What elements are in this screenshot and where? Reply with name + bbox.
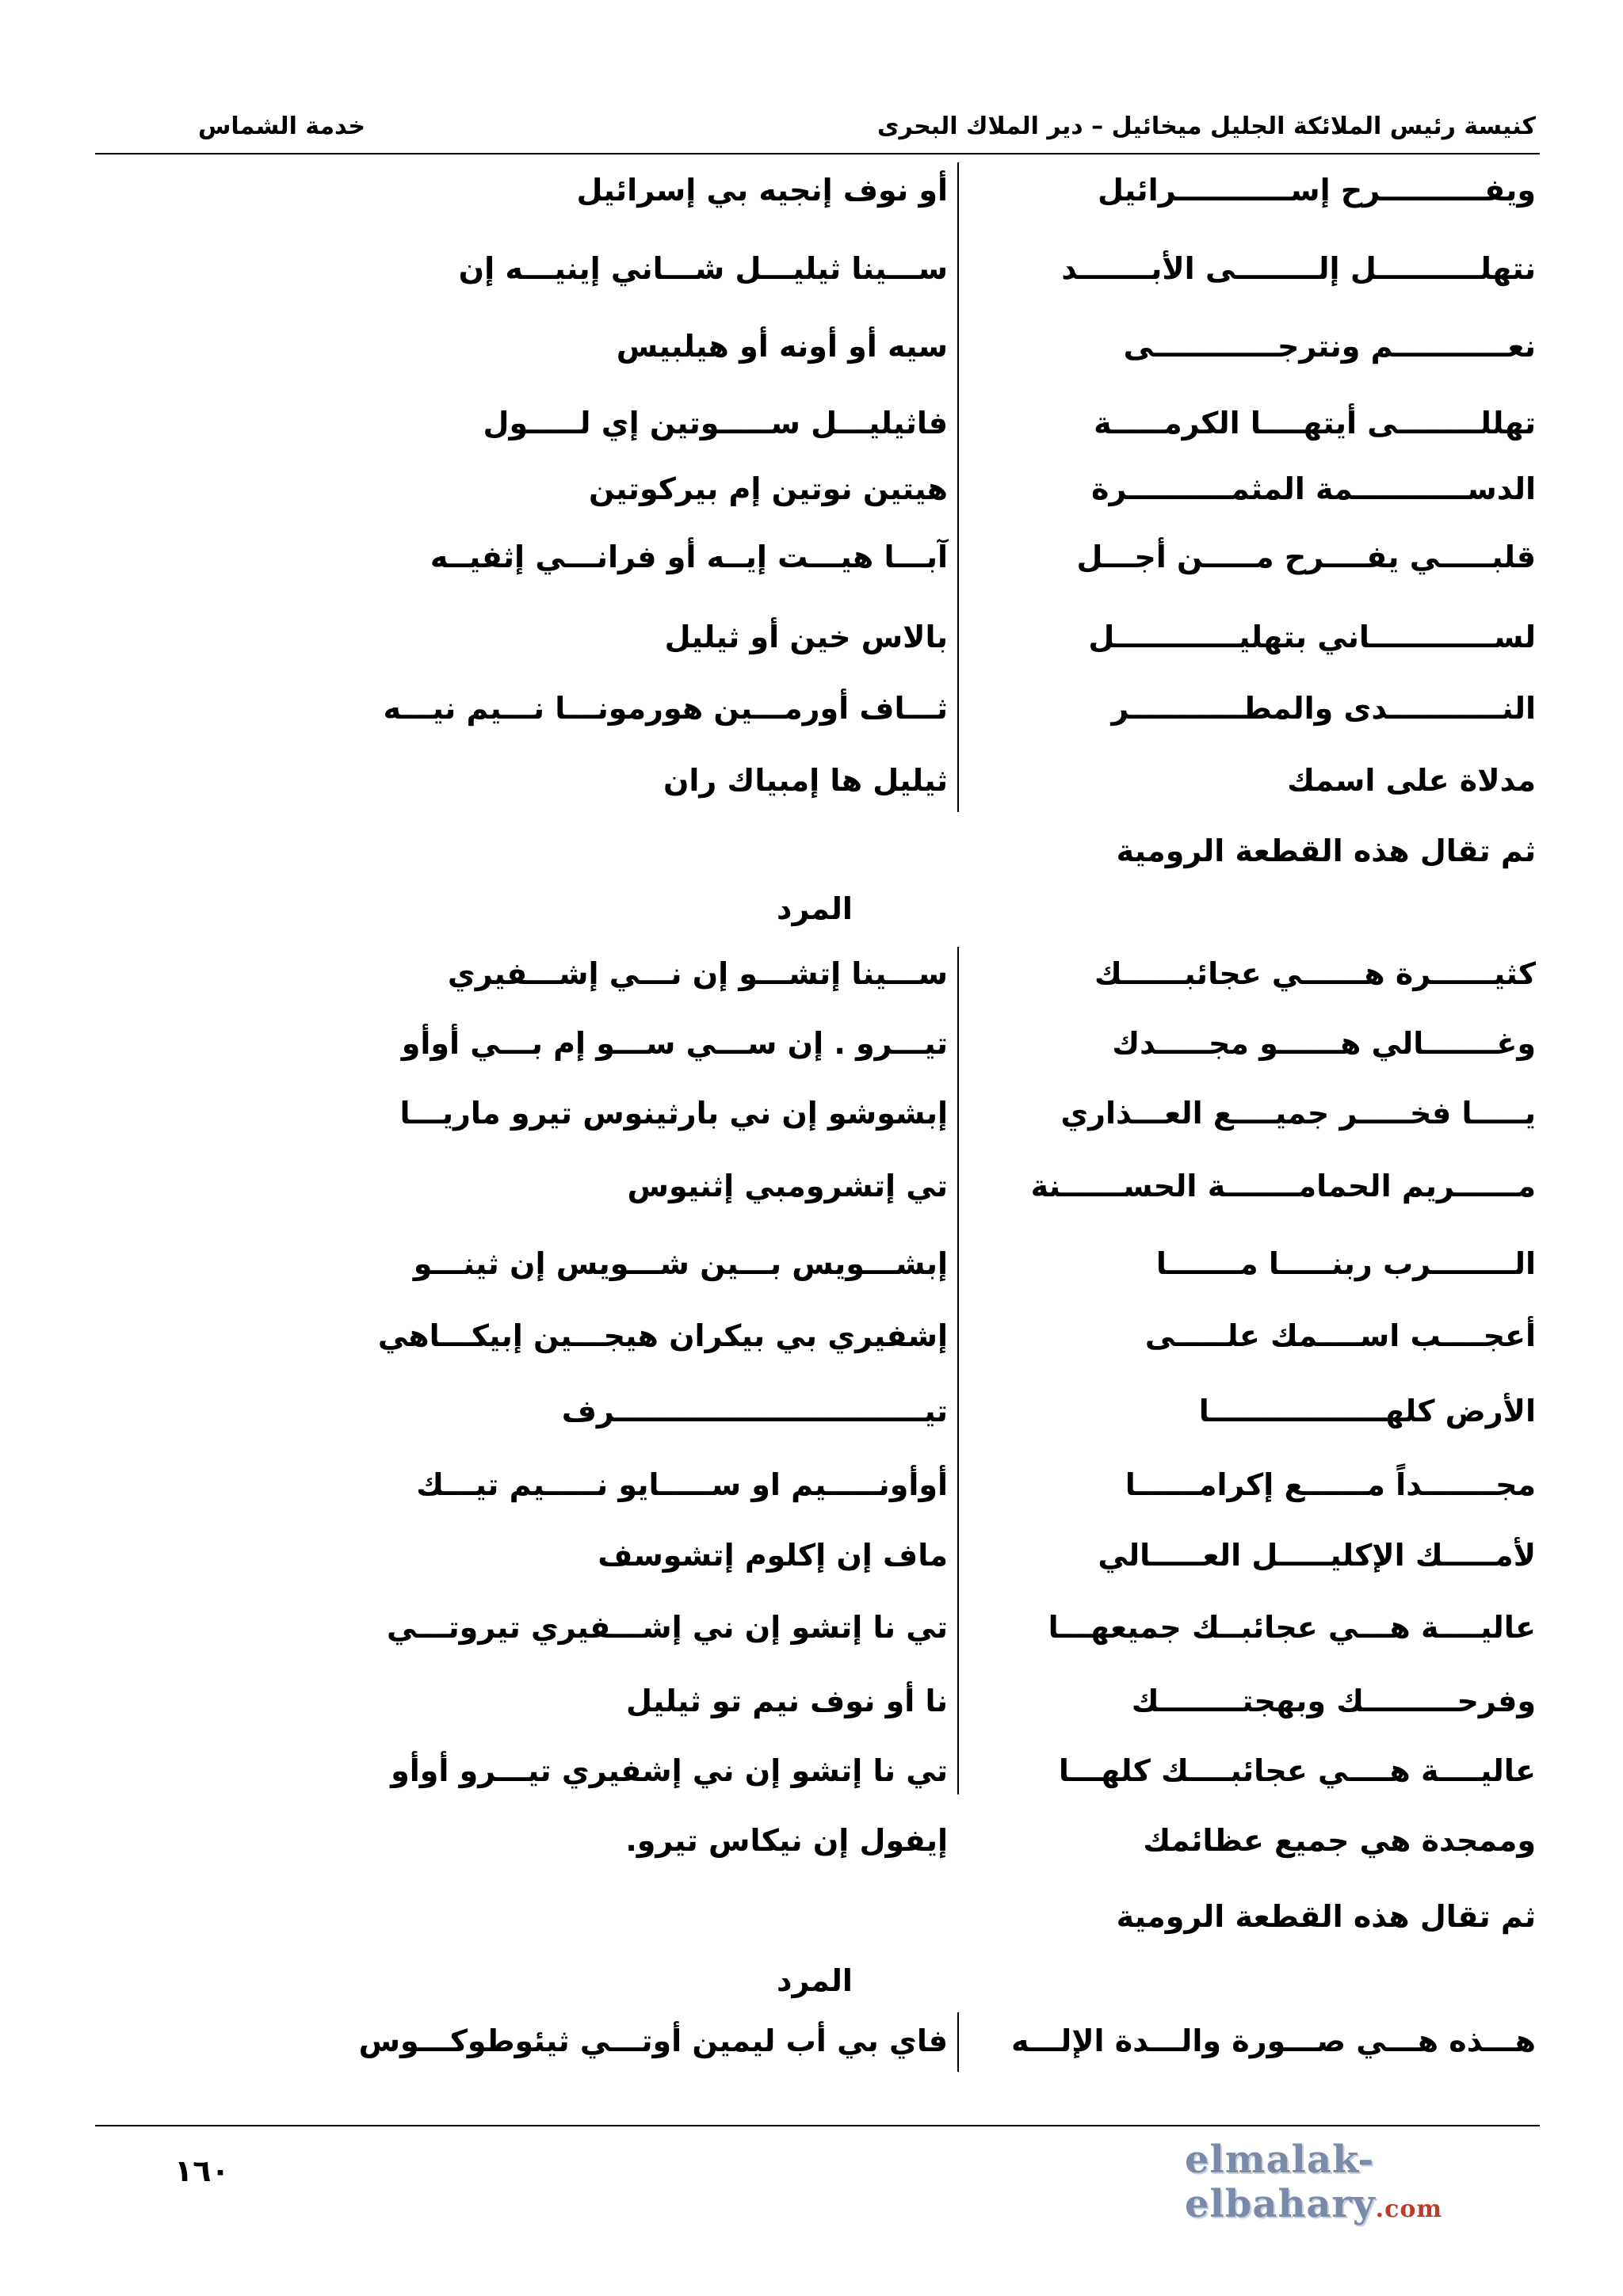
coptic-verse: نا أو نوف نيم تو ثيليل <box>626 1684 948 1718</box>
coptic-verse: تي نا إتشو إن ني إشفيري تيـــرو أوأو <box>391 1753 948 1788</box>
arabic-verse: الأرض كلهـــــــــــــــــا <box>1198 1394 1536 1428</box>
rubric-note: ثم تقال هذه القطعة الرومية <box>1116 833 1536 868</box>
arabic-verse: نتهلــــــــــل إلــــــــى الأبـــــــد <box>1061 251 1536 286</box>
arabic-verse: نعـــــــــــم ونترجــــــــــــى <box>1123 329 1536 364</box>
arabic-verse: ويفــــــــــرح إســـــــــــرائيل <box>1097 173 1536 208</box>
arabic-verse: الــــــــرب ربنـــــا مـــــــا <box>1155 1246 1536 1281</box>
arabic-verse: مــــــريم الحمامـــــــة الحســــــنة <box>1030 1169 1536 1203</box>
coptic-verse: ســـينا ثيليـــل شـــاني إينيـــه إن <box>458 251 948 286</box>
arabic-verse: عاليــــة هـــي عجائبــك جميعهـــا <box>1048 1610 1536 1645</box>
coptic-verse: تيــــــــــــــــــــــــــــــرف <box>561 1394 948 1428</box>
coptic-verse: إشفيري بي بيكران هيجـــين إبيكـــاهي <box>377 1318 948 1353</box>
arabic-verse: الدســـــــــــمة المثمــــــــــرة <box>1091 471 1536 506</box>
coptic-verse: سيه أو أونه أو هيلبيس <box>616 329 948 364</box>
arabic-verse: لســــــــــــاني بتهليــــــــــــل <box>1088 620 1536 654</box>
coptic-verse: إبشوشو إن ني بارثينوس تيرو ماريـــا <box>399 1096 948 1131</box>
arabic-verse: تهللــــــــى أيتهــــا الكرمـــــة <box>1094 406 1536 441</box>
column-divider <box>957 947 959 1794</box>
column-divider <box>957 2012 959 2072</box>
header-section-title: خدمة الشماس <box>198 113 366 140</box>
coptic-verse: تي إتشرومبي إثنيوس <box>627 1169 948 1203</box>
site-logo <box>1185 2138 1623 2226</box>
arabic-verse: وغـــــــالي هــــــو مجـــــدك <box>1112 1026 1536 1061</box>
arabic-verse: قلبـــــي يفــــرح مـــــن أجـــل <box>1076 540 1536 574</box>
refrain-heading: المرد <box>777 891 853 926</box>
rubric-note: ثم تقال هذه القطعة الرومية <box>1116 1899 1536 1934</box>
coptic-verse: فاثيليـــل ســـــوتين إي لـــــول <box>483 406 948 441</box>
page-number: ١٦٠ <box>174 2153 230 2188</box>
arabic-verse: كثيــــــرة هــــــي عجائبــــــك <box>1094 956 1536 991</box>
arabic-verse: يـــــا فخـــــر جميــــع العـــذاري <box>1060 1096 1536 1131</box>
coptic-verse: ماف إن إكلوم إتشوسف <box>598 1538 948 1573</box>
coptic-verse: هيتين نوتين إم بيركوتين <box>588 471 948 506</box>
coptic-verse: ســـينا إتشـــو إن نـــي إشـــفيري <box>447 956 948 991</box>
refrain-heading: المرد <box>777 1963 853 1998</box>
coptic-verse: آبـــا هيـــت إيــه أو فرانـــي إثفيــه <box>430 540 948 574</box>
arabic-verse: أعجــــب اســــمك علـــــى <box>1144 1318 1536 1353</box>
coptic-verse: فاي بي أب ليمين أوتـــي ثيئوطوكـــوس <box>358 2023 948 2058</box>
arabic-verse: مدلاة على اسمك <box>1287 763 1536 798</box>
arabic-verse: وممجدة هي جميع عظائمك <box>1143 1823 1536 1858</box>
column-divider <box>957 162 959 812</box>
coptic-verse: ثيليل ها إمبياك ران <box>663 763 948 798</box>
coptic-verse: أو نوف إنجيه بي إسرائيل <box>576 173 948 208</box>
arabic-verse: النـــــــــــدى والمطـــــــــــر <box>1111 691 1536 726</box>
logo-suffix: .com <box>1375 2195 1443 2223</box>
coptic-verse: بالاس خين أو ثيليل <box>664 620 948 654</box>
coptic-verse: إيفول إن نيكاس تيرو. <box>625 1823 948 1858</box>
header-rule <box>95 153 1540 154</box>
coptic-verse: تيـــرو . إن ســـي ســـو إم بـــي أوأو <box>401 1026 948 1061</box>
coptic-verse: ثـــاف أورمـــين هورمونـــا نـــيم نيـــه <box>383 691 948 726</box>
footer-rule <box>95 2125 1540 2126</box>
arabic-verse: لأمـــــك الإكليـــــل العـــــالي <box>1098 1538 1536 1573</box>
arabic-verse: مجـــــــداً مــــــع إكرامــــــا <box>1125 1467 1536 1502</box>
coptic-verse: أوأونـــــيم او ســـــايو نـــــيم تيـــك <box>416 1467 948 1502</box>
coptic-verse: إبشـــويس بـــين شـــويس إن ثينـــو <box>413 1246 948 1281</box>
logo-text: elmalak-elbahary <box>1185 2138 1376 2226</box>
arabic-verse: هـــذه هـــي صـــورة والـــدة الإلـــه <box>1010 2023 1536 2058</box>
header-church-title: كنيسة رئيس الملائكة الجليل ميخائيل – دير الملاك البحرى <box>876 113 1536 140</box>
arabic-verse: عاليــــة هــــي عجائبــــك كلهـــا <box>1058 1753 1536 1788</box>
arabic-verse: وفرحـــــــــك وبهجتــــــــك <box>1131 1684 1536 1718</box>
coptic-verse: تي نا إتشو إن ني إشـــفيري تيروتـــي <box>387 1610 948 1645</box>
